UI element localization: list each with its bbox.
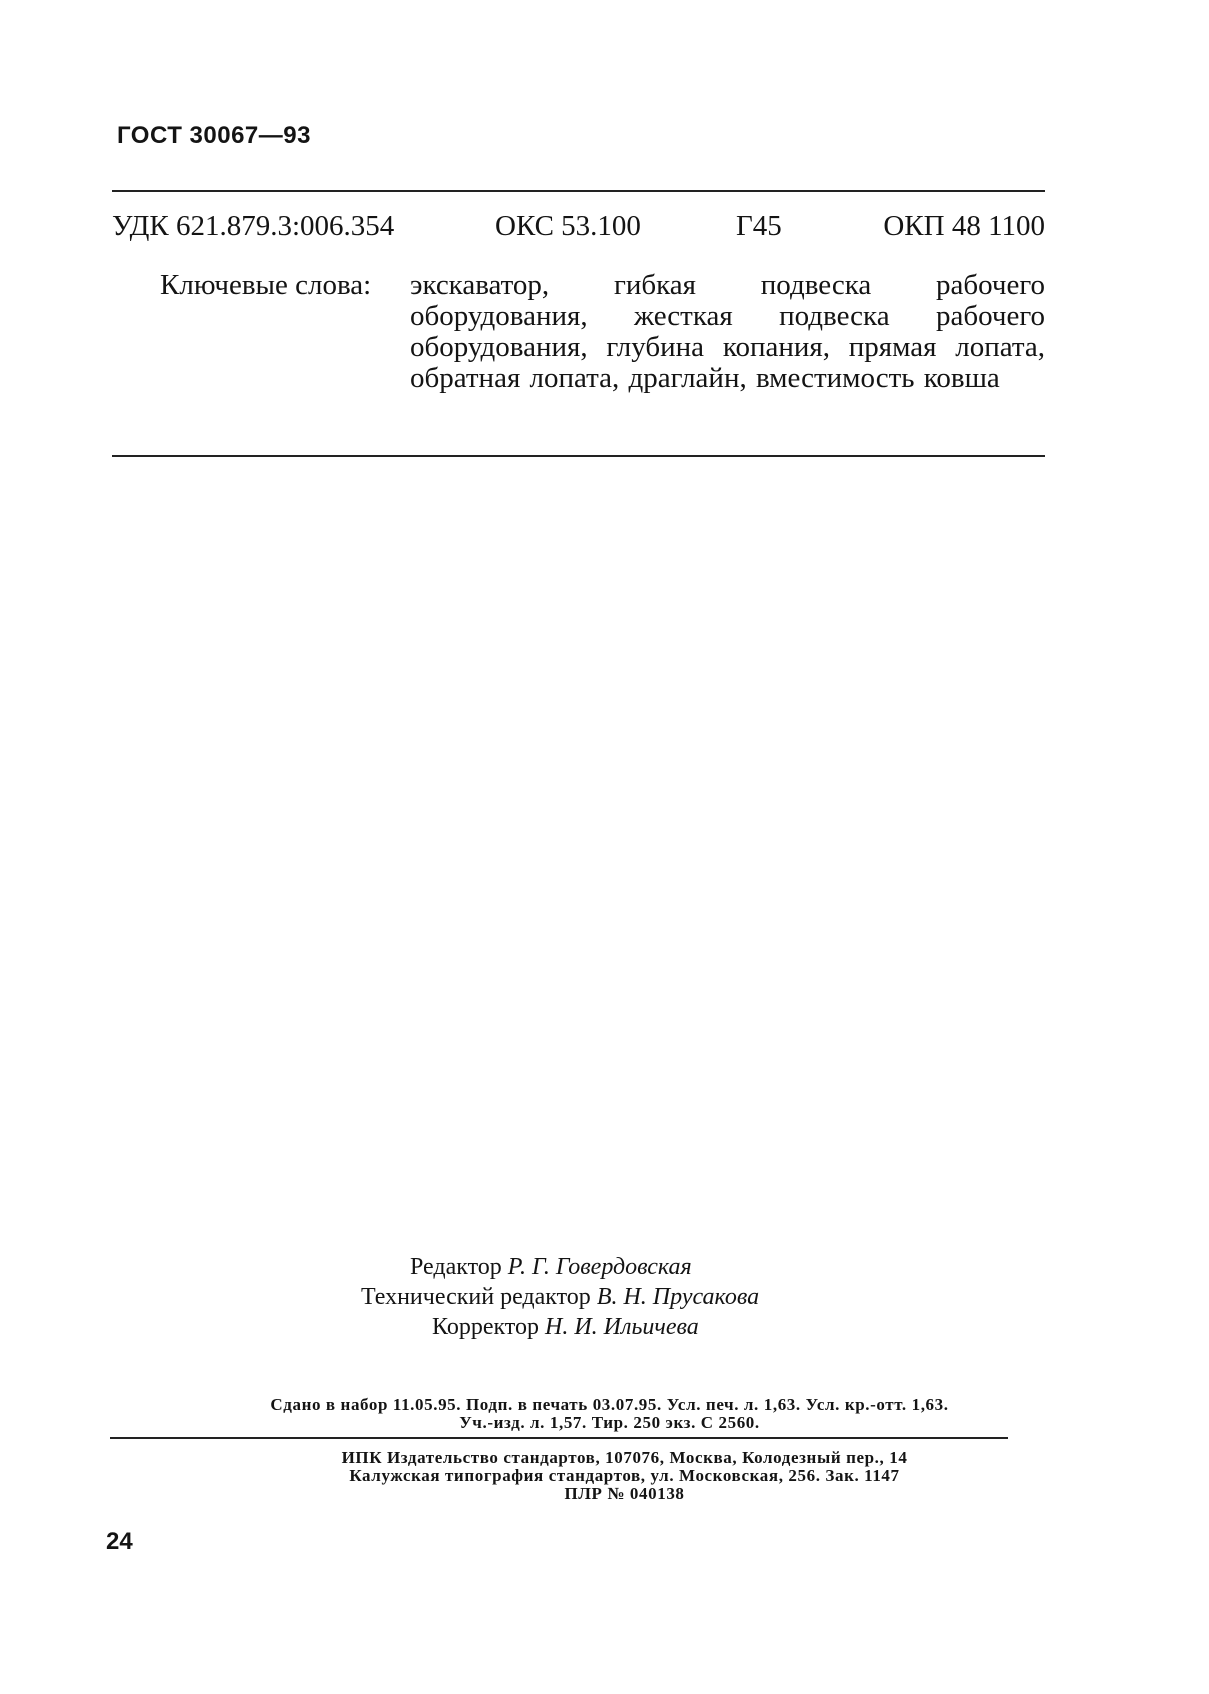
keywords-label: Ключевые слова:	[160, 269, 372, 301]
print-info-line-2: Уч.-изд. л. 1,57. Тир. 250 экз. С 2560.	[459, 1413, 760, 1432]
keywords-text: экскаватор, гибкая подвеска рабочего оборудования, жесткая подвеска рабочего оборудования, глубина копания, прямая лопата, обратная лопата, драглайн, вместимость ковша	[410, 269, 1045, 394]
standard-designation: ГОСТ 30067—93	[117, 122, 311, 149]
editor-role: Редактор	[410, 1254, 502, 1280]
okp-code: ОКП 48 1100	[883, 210, 1045, 242]
tech-editor-credit	[361, 1282, 759, 1312]
editor-name: Р. Г. Говердовская	[507, 1254, 692, 1280]
classification-codes	[112, 210, 1045, 250]
publisher-line: ИПК Издательство стандартов, 107076, Москва, Колодезный пер., 14	[341, 1448, 908, 1467]
corrector-role: Корректор	[432, 1314, 539, 1340]
print-info-line-1: Сдано в набор 11.05.95. Подп. в печать 03.07.95. Усл. печ. л. 1,63. Усл. кр.-отт. 1,63.	[270, 1395, 949, 1414]
imprint-divider	[110, 1437, 1008, 1439]
page-number: 24	[106, 1528, 133, 1555]
tech-editor-role: Технический редактор	[361, 1284, 591, 1310]
corrector-credit	[432, 1312, 699, 1342]
tech-editor-name: В. Н. Прусакова	[596, 1284, 760, 1310]
editor-credit	[410, 1252, 692, 1282]
license-line: ПЛР № 040138	[564, 1484, 685, 1503]
oks-code: ОКС 53.100	[495, 210, 641, 242]
top-divider	[112, 190, 1045, 192]
g-code: Г45	[736, 210, 782, 242]
keywords-block	[160, 270, 1045, 394]
keywords-divider	[112, 455, 1045, 457]
printer-line: Калужская типография стандартов, ул. Московская, 256. Зак. 1147	[349, 1466, 900, 1485]
corrector-name: Н. И. Ильичева	[544, 1314, 699, 1340]
udk-code: УДК 621.879.3:006.354	[112, 210, 395, 242]
